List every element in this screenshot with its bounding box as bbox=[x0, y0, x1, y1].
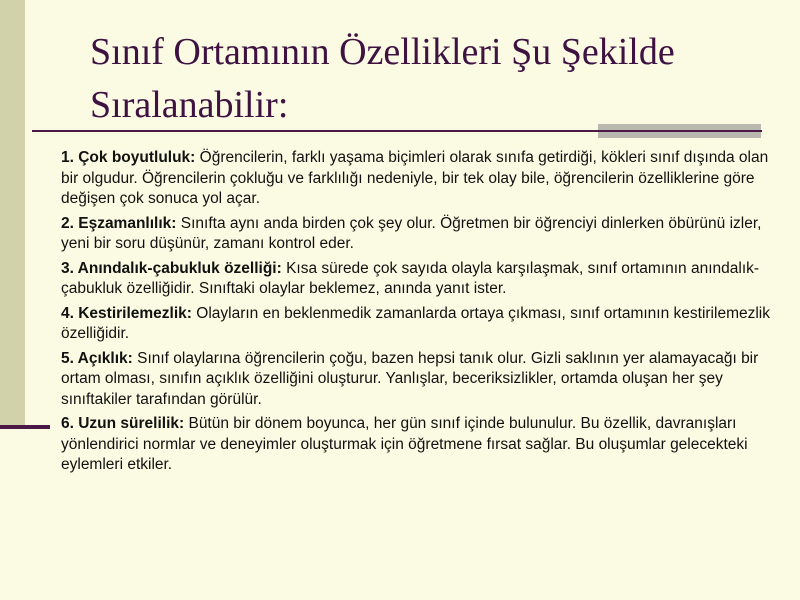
item-heading: 4. Kestirilemezlik: bbox=[61, 304, 192, 322]
list-item-anindalik bbox=[61, 259, 786, 300]
slide-content bbox=[61, 148, 786, 480]
list-item-kestirilemezlik bbox=[61, 304, 786, 345]
item-heading: 2. Eşzamanlılık: bbox=[61, 214, 177, 232]
list-item-uzun-surelilik bbox=[61, 414, 786, 476]
item-text: Bütün bir dönem boyunca, her gün sınıf içinde bulunulur. Bu özellik, davranışları yönlendirici normlar ve deneyimler oluşturmak için öğretmene fırsat sağlar. Bu oluşumlar gelecekteki eylemleri etkiler. bbox=[61, 415, 748, 473]
item-text: Öğrencilerin, farklı yaşama biçimleri olarak sınıfa getirdiği, kökleri sınıf dışında olan bir olgudur. Öğrencilerin çokluğu ve farklılığı nedeniyle, bir tek olay bile, öğrencilerin özelliklerine göre değişen çok sonuca yol açar. bbox=[61, 149, 769, 207]
item-heading: 5. Açıklık: bbox=[61, 349, 133, 367]
slide-title: Sınıf Ortamının Özellikleri Şu Şekilde Sıralanabilir: bbox=[90, 31, 675, 126]
title-rule bbox=[32, 130, 762, 132]
list-item-aciklik bbox=[61, 349, 786, 411]
list-item-eszamanlilik bbox=[61, 214, 786, 255]
item-heading: 1. Çok boyutluluk: bbox=[61, 149, 196, 166]
left-bar-accent-line bbox=[0, 425, 50, 429]
list-item-cok-boyutluluk bbox=[61, 148, 786, 210]
item-text: Kısa sürede çok sayıda olayla karşılaşmak, sınıf ortamının anındalık-çabukluk özelliğidir. Sınıftaki olaylar beklemez, anında yanıt ister. bbox=[61, 259, 760, 297]
item-text: Olayların en beklenmedik zamanlarda ortaya çıkması, sınıf ortamının kestirilemezlik özelliğidir. bbox=[61, 304, 770, 342]
item-heading: 6. Uzun sürelilik: bbox=[61, 415, 185, 432]
item-heading: 3. Anındalık-çabukluk özelliği: bbox=[61, 259, 282, 277]
item-text: Sınıfta aynı anda birden çok şey olur. Öğretmen bir öğrenciyi dinlerken öbürünü izler, yeni bir soru düşünür, zamanı kontrol eder. bbox=[61, 214, 762, 252]
left-decorative-bar bbox=[0, 0, 25, 428]
item-text: Sınıf olaylarına öğrencilerin çoğu, bazen hepsi tanık olur. Gizli saklının yer alamayacağı bir ortam olması, sınıfın açıklık özelliğini oluşturur. Yanlışlar, beceriksizlikler, ortamda oluşan her şey sınıftakiler tarafından görülür. bbox=[61, 349, 759, 408]
